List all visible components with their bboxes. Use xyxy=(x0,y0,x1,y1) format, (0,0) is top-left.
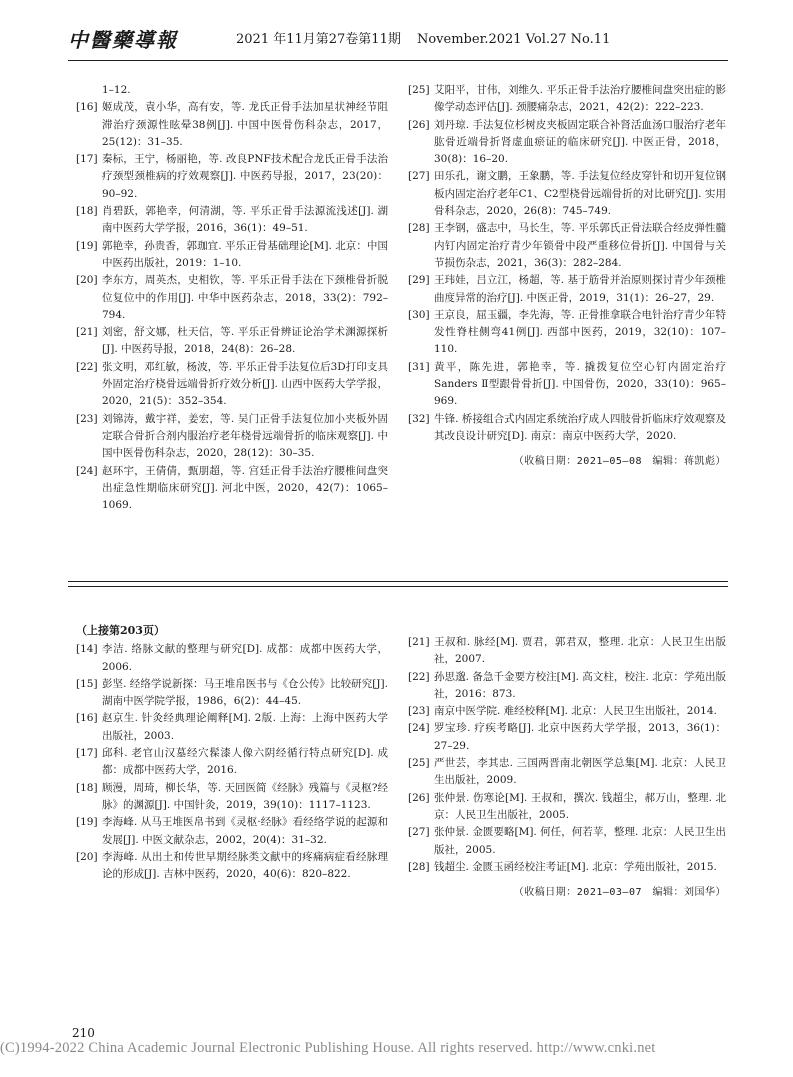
issue-en: November.2021 Vol.27 No.11 xyxy=(416,32,611,47)
reference-text: 王京良，屈玉疆，李先海，等. 正骨推拿联合电针治疗青少年特发性脊柱侧弯41例[J]. 西部中医药，2019，32(10)：107–110. xyxy=(434,308,726,356)
continued-from-note: （上接第203页） xyxy=(76,624,165,637)
reference-item xyxy=(76,676,388,711)
reference-number: [27] xyxy=(408,826,430,839)
reference-number: [19] xyxy=(76,816,98,829)
reference-text: 张仲景. 金匮要略[M]. 何任，何若苹，整理. 北京：人民卫生出版社，2005. xyxy=(434,826,726,856)
references-bottom-left xyxy=(76,622,388,883)
reference-number: [14] xyxy=(76,643,98,656)
reference-text: 李洁. 络脉文献的整理与研究[D]. 成都：成都中医药大学，2006. xyxy=(102,643,388,673)
reference-item xyxy=(76,151,388,203)
reference-item xyxy=(76,463,388,515)
reference-text: 张文明，邓红敏，杨波，等. 平乐正骨手法复位后3D打印支具外固定治疗桡骨远端骨折疗效分析[J]. 山西中医药大学学报，2020，21(5)：352–354. xyxy=(102,360,388,408)
reference-item xyxy=(408,168,726,220)
reference-item xyxy=(76,745,388,780)
reference-text: 邱科. 老官山汉墓经穴髹漆人像六阴经循行特点研究[D]. 成都：成都中医药大学，2016. xyxy=(102,747,388,777)
reference-text: 赵环宇，王倩倩，甄朋超，等. 宫廷正骨手法治疗腰椎间盘突出症急性期临床研究[J]. 河北中医，2020，42(7)：1065–1069. xyxy=(102,464,388,512)
reference-number: [18] xyxy=(76,205,98,218)
reference-text: 严世芸，李其忠. 三国两晋南北朝医学总集[M]. 北京：人民卫生出版社，2009. xyxy=(434,757,726,787)
reference-text: 刘锦涛，戴宇祥，姜宏，等. 吴门正骨手法复位加小夹板外固定联合骨折合剂内服治疗老年桡骨远端骨折的临床观察[J]. 中国中医骨伤科杂志，2020，28(12)：30–35. xyxy=(102,412,388,460)
reference-number: [15] xyxy=(76,677,98,690)
reference-item xyxy=(408,824,726,859)
reference-number: [29] xyxy=(408,274,430,287)
reference-text: 张仲景. 伤寒论[M]. 王叔和，撰次. 钱超尘，郝万山，整理. 北京：人民卫生出版社，2005. xyxy=(434,791,726,821)
reference-item xyxy=(408,220,726,272)
reference-number: [17] xyxy=(76,153,98,166)
reference-item xyxy=(76,272,388,324)
reference-item xyxy=(76,780,388,815)
reference-text: 王叔和. 脉经[M]. 贾君，郭君双，整理. 北京：人民卫生出版社，2007. xyxy=(434,636,726,666)
reference-number: [22] xyxy=(408,670,430,683)
reference-item xyxy=(76,359,388,411)
reference-item xyxy=(76,814,388,849)
reference-item xyxy=(408,272,726,307)
journal-logo: 中醫藥導報 xyxy=(68,28,178,52)
reference-text: 牛锋. 桥接组合式内固定系统治疗成人四肢骨折临床疗效观察及其改良设计研究[D]. 南京：南京中医药大学，2020. xyxy=(434,412,726,442)
reference-item xyxy=(408,669,726,704)
reference-number: [23] xyxy=(76,412,98,425)
reference-text: 赵京生. 针灸经典理论阐释[M]. 2版. 上海：上海中医药大学出版社，2003. xyxy=(102,712,388,742)
reference-number: [32] xyxy=(408,412,430,425)
reference-text: 李海峰. 从出土和传世早期经脉类文献中的疼痛病症看经脉理论的形成[J]. 吉林中医药，2020，40(6)：820–822. xyxy=(102,850,388,881)
receipt-date: （收稿日期：2021–03–07 编辑：刘国华） xyxy=(513,887,726,899)
reference-text: 顾漫，周琦，柳长华，等. 天回医简《经脉》残篇与《灵枢?经脉》的渊源[J]. 中国针灸，2019，39(10)：1117–1123. xyxy=(102,781,388,811)
reference-text: 艾阳平，甘伟，刘维久. 平乐正骨手法治疗腰椎间盘突出症的影像学动态评估[J]. 颈腰痛杂志，2021，42(2)：222–223. xyxy=(434,84,726,114)
reference-item xyxy=(408,117,726,169)
reference-item xyxy=(408,634,726,669)
reference-text: 刘丹琼. 手法复位杉树皮夹板固定联合补肾活血汤口服治疗老年肱骨近端骨折肾虚血瘀证的临床研究[J]. 中医正骨，2018，30(8)：16–20. xyxy=(434,118,726,166)
reference-item xyxy=(408,720,726,755)
reference-item xyxy=(76,99,388,151)
reference-item xyxy=(408,790,726,825)
reference-item xyxy=(408,307,726,359)
reference-text: 田乐孔，谢文鹏，王象鹏，等. 手法复位经皮穿针和切开复位钢板内固定治疗老年C1、C2型桡骨远端骨折的对比研究[J]. 实用骨科杂志，2020，26(8)：745–749. xyxy=(434,170,726,218)
reference-number: [16] xyxy=(76,101,98,114)
reference-item xyxy=(76,238,388,273)
reference-text: 孙思邈. 备急千金要方校注[M]. 高文柱，校注. 北京：学苑出版社，2016：873. xyxy=(434,670,726,700)
receipt-date: （收稿日期：2021–05–08 编辑：蒋凯彪） xyxy=(513,456,726,468)
running-header xyxy=(68,22,728,61)
issue-cn: 2021 年11月第27卷第11期 xyxy=(236,32,401,47)
reference-number: [26] xyxy=(408,118,430,131)
reference-item xyxy=(408,82,726,117)
page-number: 210 xyxy=(72,1026,95,1040)
reference-text: 罗宝珍. 疗疾考略[J]. 北京中医药大学学报，2013，36(1)：27–29. xyxy=(434,722,726,752)
reference-item xyxy=(408,859,726,876)
reference-item xyxy=(76,324,388,359)
reference-text: 黄平，陈先进，郭艳幸，等. 撬拨复位空心钉内固定治疗Sanders Ⅱ型跟骨骨折[J]. 中国骨伤，2020，33(10)：965–969. xyxy=(434,360,726,408)
reference-number: [20] xyxy=(76,850,98,863)
reference-text: 钱超尘. 金匮玉函经校注考证[M]. 北京：学苑出版社，2015. xyxy=(434,860,717,873)
reference-text: 王李钢，盛志中，马长生，等. 平乐郭氏正骨法联合经皮弹性髓内钉内固定治疗青少年锁骨中段严重移位骨折[J]. 中国骨与关节损伤杂志，2021，36(3)：282–284. xyxy=(434,222,726,269)
reference-item xyxy=(408,703,726,720)
reference-number: [21] xyxy=(76,326,98,339)
reference-item xyxy=(76,641,388,676)
reference-number xyxy=(76,82,102,99)
reference-number: [30] xyxy=(408,308,430,321)
references-top-left xyxy=(76,82,388,514)
reference-item xyxy=(76,82,388,99)
reference-number: [24] xyxy=(408,722,430,735)
reference-text: 王玮娃，吕立江，杨超，等. 基于筋骨并治原则探讨青少年颈椎曲度异常的治疗[J]. 中医正骨，2019，31(1)：26–27，29. xyxy=(434,274,726,304)
reference-number: [21] xyxy=(408,636,430,648)
reference-number: [25] xyxy=(408,84,430,96)
reference-text: 秦标，王宁，杨丽艳，等. 改良PNF技术配合龙氏正骨手法治疗颈型颈椎病的疗效观察[J]. 中医药导报，2017，23(20)：90–92. xyxy=(102,153,388,200)
references-bottom-right xyxy=(408,634,726,901)
reference-text: 南京中医学院. 难经校释[M]. 北京：人民卫生出版社，2014. xyxy=(434,705,717,718)
reference-number: [22] xyxy=(76,360,98,373)
reference-item xyxy=(408,755,726,790)
reference-number: [26] xyxy=(408,791,430,804)
reference-number: [25] xyxy=(408,757,430,770)
reference-item xyxy=(408,411,726,446)
reference-number: [18] xyxy=(76,781,98,794)
reference-number: [19] xyxy=(76,239,98,252)
reference-number: [23] xyxy=(408,705,430,718)
reference-text: 李东方，周英杰，史相钦，等. 平乐正骨手法在下颈椎骨折脱位复位中的作用[J]. 中华中医药杂志，2018，33(2)：792–794. xyxy=(102,274,388,321)
reference-number: [31] xyxy=(408,360,430,373)
reference-item xyxy=(408,359,726,411)
section-divider-lower xyxy=(68,586,728,587)
reference-number: [17] xyxy=(76,747,98,760)
reference-text: 刘密，舒文娜，杜天信，等. 平乐正骨辨证论治学术渊源探析[J]. 中医药导报，2018，24(8)：26–28. xyxy=(102,326,388,356)
reference-number: [28] xyxy=(408,222,430,235)
reference-item xyxy=(76,203,388,238)
reference-number: [24] xyxy=(76,464,98,477)
reference-number: [16] xyxy=(76,712,98,725)
reference-text: 1–12. xyxy=(102,84,131,96)
reference-item xyxy=(76,710,388,745)
reference-number: [20] xyxy=(76,274,98,287)
reference-text: 彭坚. 经络学说新探：马王堆帛医书与《仓公传》比较研究[J]. 湖南中医学院学报，1986，6(2)：44–45. xyxy=(102,677,388,708)
references-top-right xyxy=(408,82,726,471)
reference-text: 肖碧跃，郭艳幸，何清湖，等. 平乐正骨手法源流浅述[J]. 湖南中医药大学学报，2016，36(1)：49–51. xyxy=(102,205,388,235)
reference-text: 李海峰. 从马王堆医帛书到《灵枢·经脉》看经络学说的起源和发展[J]. 中医文献杂志，2002，20(4)：31–32. xyxy=(102,816,388,846)
reference-text: 郭艳幸，孙贵香，郭珈宜. 平乐正骨基础理论[M]. 北京：中国中医药出版社，2019：1–10. xyxy=(102,239,388,269)
reference-number: [27] xyxy=(408,170,430,183)
reference-item xyxy=(76,849,388,884)
reference-item xyxy=(76,411,388,463)
section-divider-upper xyxy=(68,581,728,582)
reference-text: 姬成茂，袁小华，高有安，等. 龙氏正骨手法加星状神经节阻滞治疗颈源性眩晕38例[J]. 中国中医骨伤科杂志，2017，25(12)：31–35. xyxy=(102,101,388,148)
copyright-footer: (C)1994-2022 China Academic Journal Electronic Publishing House. All rights reserved. http://www.cnki.net xyxy=(0,1040,656,1056)
issue-info xyxy=(236,28,622,47)
reference-number: [28] xyxy=(408,860,430,873)
